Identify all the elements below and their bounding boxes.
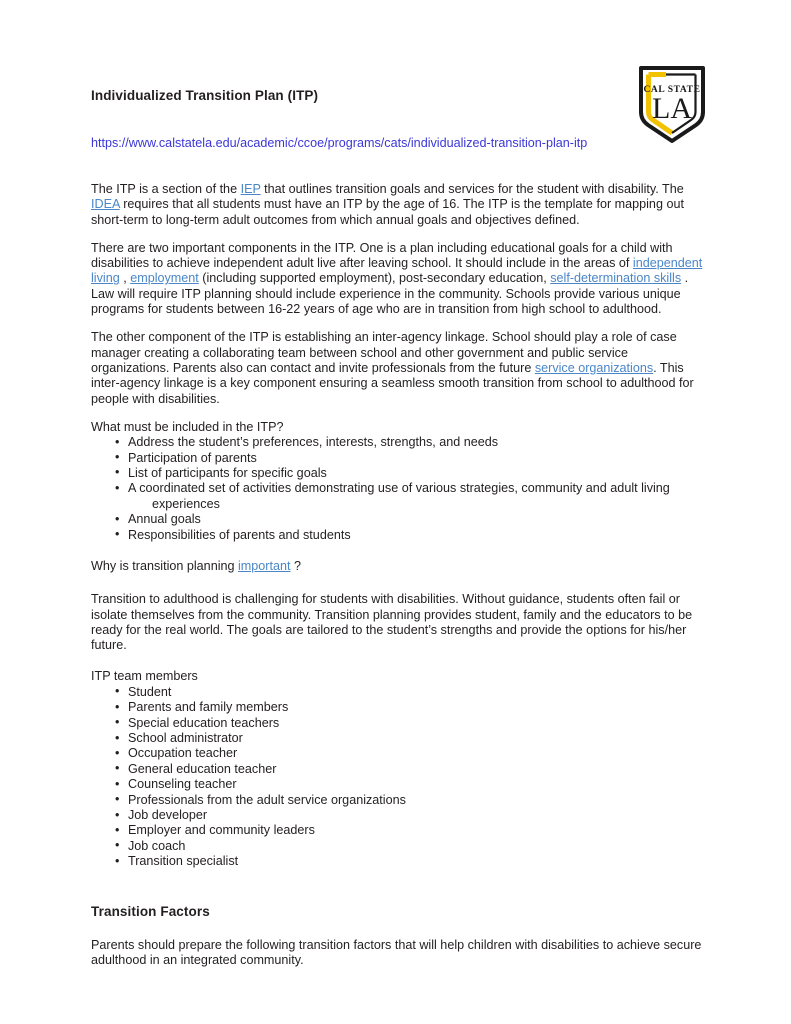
spacer [91,104,705,134]
logo-main-text: LA [652,92,692,125]
list-item-label: A coordinated set of activities demonstrating use of various strategies, community and adult living [128,481,670,496]
link-independent-living[interactable]: independent living [91,256,703,286]
list-included-items [91,435,705,543]
link-important[interactable]: important [238,559,291,573]
list-item [91,793,705,808]
list-item [91,700,705,715]
list-item [91,528,705,543]
list-item [91,731,705,746]
list-item [91,777,705,792]
list-item-label: List of participants for specific goals [128,465,327,480]
list-item-label: School administrator [128,731,243,745]
paragraph-text: , [119,271,131,286]
list-item-label: Professionals from the adult service organizations [128,792,406,807]
list-item-label: Parents and family members [128,700,289,715]
spacer [91,543,705,559]
list-item-label: Counseling teacher [128,777,237,792]
heading-what-must-be-included: What must be included in the ITP? [91,419,284,434]
source-url-link[interactable]: https://www.calstatela.edu/academic/ccoe/programs/cats/individualized-transition-plan-itp [91,136,588,150]
paragraph-text: ? [290,559,302,573]
paragraph-text: that outlines transition goals and services for the student with disability. The [260,182,684,196]
heading-itp-team-members: ITP team members [91,669,198,684]
list-item-label: Special education teachers [128,715,280,730]
spacer [91,317,705,330]
list-item-label: Occupation teacher [128,746,238,761]
list-item-label: Participation of parents [128,450,257,465]
list-item-label: Job coach [128,838,186,853]
list-item-label: Annual goals [128,512,201,527]
spacer [91,407,705,420]
paragraph-text: (including supported employment), post-secondary education, [198,271,551,286]
list-item-label: Address the student’s preferences, interests, strengths, and needs [128,435,499,450]
page-title: Individualized Transition Plan (ITP) [91,88,319,103]
list-item [91,746,705,761]
list-item [91,481,705,512]
paragraph-interagency-linkage [91,330,705,406]
spacer [91,653,705,669]
paragraph-text: Why is transition planning [91,559,238,573]
list-item [91,854,705,869]
link-employment[interactable]: employment [130,271,199,286]
paragraph-itp-definition [91,182,705,228]
document-content [91,88,705,968]
paragraph-text: The other component of the ITP is establishing an inter-agency linkage. School should play a role of case manager creating a collaborating team between school and other government and public service organizations. Parents also can contact and invite professionals from the future [91,330,677,375]
list-item [91,512,705,527]
paragraph-text: requires that all students must have an ITP by the age of 16. The ITP is the template for mapping out short-term to long-term adult outcomes from which annual goals and objectives defined. [91,197,684,227]
paragraph-transition-challenges: Transition to adulthood is challenging for students with disabilities. Without guidance, students often fail or isolate themselves from the community. Transition planning provides student, family and the educators to be ready for the real world. The goals are tailored to the student’s strengths and provide the options for his/her future. [91,592,693,653]
list-item [91,451,705,466]
spacer [91,870,705,904]
list-item [91,466,705,481]
list-team-members [91,685,705,870]
link-iep[interactable]: IEP [240,182,261,196]
list-item-label: Student [128,684,172,699]
spacer [91,228,705,241]
list-item-continuation: experiences [152,496,220,511]
paragraph-transition-factors-intro: Parents should prepare the following transition factors that will help children with disabilities to achieve secure adulthood in an integrated community. [91,937,702,967]
spacer [91,152,705,182]
link-service-organizations[interactable]: service organizations [534,360,654,375]
spacer [91,920,705,938]
heading-transition-factors: Transition Factors [91,903,210,919]
list-item-label: Employer and community leaders [128,823,315,838]
list-item-label: Job developer [128,808,208,823]
list-item-label: Transition specialist [128,854,239,869]
paragraph-text: . This inter-agency linkage is a key component ensuring a seamless smooth transition from school to adulthood for people with disabilities. [91,360,694,406]
paragraph-text: . Law will require ITP planning should include experience in the community. Schools provide various unique programs for students between 16-22 years of age who are in transition from high school to adulthood. [91,271,689,317]
list-item-label: General education teacher [128,761,277,776]
list-item-label: Responsibilities of parents and students [128,527,351,542]
list-item [91,435,705,450]
list-item [91,762,705,777]
list-item [91,808,705,823]
link-self-determination-skills[interactable]: self-determination skills [550,271,682,286]
logo-top-text: CAL STATE [643,85,701,95]
heading-why-transition-planning [91,559,705,574]
link-idea[interactable]: IDEA [91,197,120,212]
list-item [91,685,705,700]
paragraph-text: There are two important components in the ITP. One is a plan including educational goals for a child with disabilities to achieve independent adult live after leaving school. It should include in the areas of [91,240,673,271]
list-item [91,823,705,838]
paragraph-text: The ITP is a section of the [91,182,241,196]
list-item [91,716,705,731]
paragraph-two-components [91,241,705,317]
spacer [91,574,705,592]
list-item [91,839,705,854]
